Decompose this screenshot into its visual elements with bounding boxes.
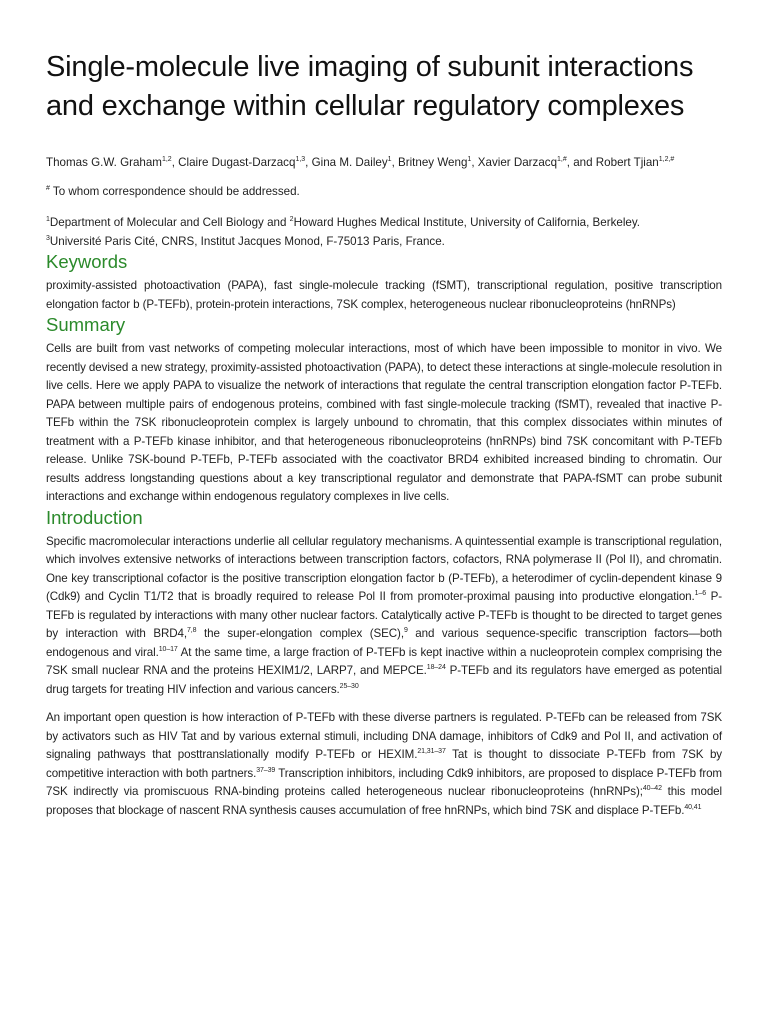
citation-ref: 9: [403, 627, 408, 634]
text-span: Specific macromolecular interactions underlie all cellular regulatory mechanisms. A quintessential example is transcriptional regulation, which involves extensive networks of interactions between transcription factors, cofactors, RNA polymerase II (Pol II), and chromatin. One key transcriptional cofactor is the positive transcription elongation factor b (P-TEFb), a heterodimer of cyclin-dependent kinase 9 (Cdk9) and Cyclin T1/T2 that is broadly required to release Pol II from promoter-proximal pausing into productive elongation.: [46, 534, 722, 603]
citation-ref: 10–17: [158, 645, 178, 653]
affiliation-mark: 3: [46, 234, 50, 242]
text-span: At the same time, a large fraction of P-TEFb is kept inactive within a nucleoprotein complex comprising the 7SK small nuclear RNA and the proteins HEXIM1/2, LARP7, and MEPCE.: [46, 645, 722, 677]
citation-ref: 40,41: [684, 803, 702, 811]
author-name: Claire Dugast-Darzacq: [178, 156, 296, 169]
text-span: this model proposes that blockage of nascent RNA synthesis causes accumulation of free hnRNPs, which bind 7SK and displace P-TEFb.: [46, 785, 722, 817]
text-span: and various sequence-specific transcription factors—both endogenous and viral.: [46, 627, 722, 659]
correspondence-mark: #: [46, 185, 50, 192]
affiliation-mark: 2: [289, 216, 294, 223]
text-span: Transcription inhibitors, including Cdk9 inhibitors, are proposed to displace P-TEFb from 7SK indirectly via promiscuous RNA-binding proteins called heterogeneous nuclear ribonucleoproteins (hnRNPs);: [46, 766, 722, 798]
keywords-text: proximity-assisted photoactivation (PAPA), fast single-molecule tracking (fSMT), transcriptional regulation, positive transcription elongation factor b (P-TEFb), protein-protein interactions, 7SK complex, heterogeneous nuclear ribonucleoproteins (hnRNPs): [46, 279, 722, 311]
citation-ref: 7,8: [187, 627, 197, 634]
author-affiliation-mark: 1,2: [161, 156, 172, 163]
affiliations: [46, 214, 722, 251]
author-affiliation-mark: 1,#: [557, 156, 567, 163]
affiliation-mark: 1: [46, 216, 50, 223]
affiliation-3: Université Paris Cité, CNRS, Institut Jacques Monod, F-75013 Paris, France.: [49, 234, 445, 248]
citation-ref: 40–42: [642, 785, 662, 792]
citation-ref: 37–39: [256, 766, 276, 774]
citation-ref: 1–6: [694, 590, 707, 597]
text-span: P-TEFb is regulated by interactions with many other nuclear factors. Catalytically active P-TEFb is thought to be directed to target genes by interaction with BRD4,: [46, 590, 723, 640]
keywords-heading: Keywords: [46, 251, 128, 272]
author-affiliation-mark: 1,3: [295, 156, 306, 163]
affiliation-1: Department of Molecular and Cell Biology and: [49, 216, 287, 229]
citation-ref: 21,31–37: [417, 748, 446, 755]
author-name: Britney Weng: [398, 156, 468, 169]
author-name: Robert Tjian: [595, 156, 659, 169]
paper-title: Single-molecule live imaging of subunit interactions and exchange within cellular regulatory complexes: [46, 51, 694, 122]
text-span: the super-elongation complex (SEC),: [196, 627, 404, 640]
text-span: Tat is thought to dissociate P-TEFb from 7SK by competitive interaction with both partners.: [46, 748, 722, 780]
author-name: Xavier Darzacq: [477, 156, 558, 169]
text-span: An important open question is how interaction of P-TEFb with these diverse partners is regulated. P-TEFb can be released from 7SK by activators such as HIV Tat and by various external stimuli, including DNA damage, inhibitors of Cdk9 and Pol II, and activation of signaling pathways that posttranslationally modify P-TEFb or HEXIM.: [46, 711, 722, 761]
author-affiliation-mark: 1: [467, 156, 472, 163]
paper-page: [46, 48, 722, 820]
author-list: Thomas G.W. Graham$^{1,2}$, Claire Dugast-Darzacq$^{1,3}$, Gina M. Dailey$^1$, Britney Weng$^1$, Xavier Darzacq$^{1,\#}$, and Robert Tjian$^{1,2,\#}$: [46, 156, 675, 169]
author-affiliation-mark: 1: [387, 156, 392, 163]
author-name: Gina M. Dailey: [311, 156, 388, 169]
introduction-paragraph-1: [46, 533, 722, 700]
citation-ref: 18–24: [426, 664, 446, 671]
introduction-heading: Introduction: [46, 506, 143, 528]
affiliation-2: Howard Hughes Medical Institute, University of California, Berkeley.: [293, 216, 641, 229]
citation-ref: 25–30: [339, 682, 359, 690]
author-name: Thomas G.W. Graham: [46, 156, 162, 169]
correspondence-text: To whom correspondence should be addressed.: [52, 185, 300, 198]
author-connector: and: [573, 156, 593, 169]
correspondence-note: [46, 184, 722, 200]
summary-heading: Summary: [46, 314, 126, 335]
introduction-paragraph-2: [46, 709, 722, 820]
summary-text: Cells are built from vast networks of competing molecular interactions, most of which have been impossible to monitor in vivo. We recently devised a new strategy, proximity-assisted photoactivation (PAPA), to detect these interactions at single-molecule resolution in live cells. Here we apply PAPA to visualize the network of interactions that regulate the central transcription elongation factor P-TEFb. PAPA between multiple pairs of endogenous proteins, combined with fast single-molecule tracking (fSMT), revealed that inactive P-TEFb within the 7SK ribonucleoprotein complex is largely unbound to chromatin, that this complex dissociates within minutes of treatment with a P-TEFb kinase inhibitor, and that heterogeneous ribonucleoproteins (hnRNPs) bind 7SK concomitant with P-TEFb release. Unlike 7SK-bound P-TEFb, P-TEFb associated with the coactivator BRD4 exhibited increased binding to chromatin. Our results address longstanding questions about a key transcriptional regulator and demonstrate that PAPA-fSMT can probe subunit interactions and exchange within endogenous regulatory complexes in live cells.: [46, 342, 722, 503]
author-affiliation-mark: 1,2,#: [658, 156, 675, 163]
text-span: P-TEFb and its regulators have emerged as potential drug targets for treating HIV infection and various cancers.: [46, 664, 722, 696]
